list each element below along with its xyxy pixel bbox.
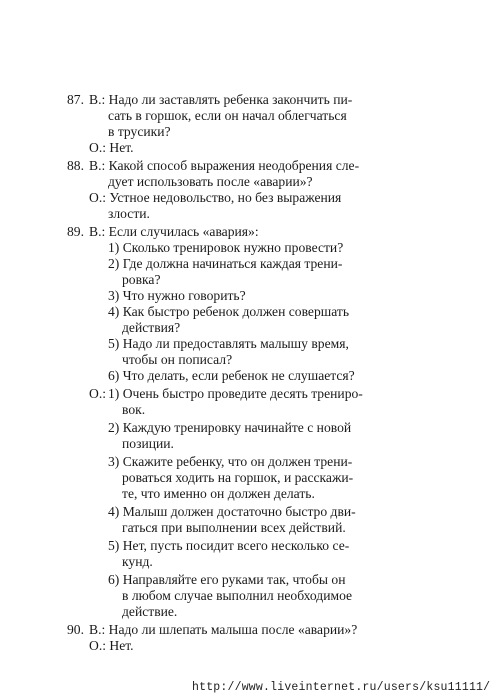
q89-answer-continuation: те, что именно он должен делать. — [122, 486, 315, 501]
q89-item: 1) Сколько тренировок нужно провести? — [108, 240, 344, 255]
q89-number: 89. — [67, 224, 84, 239]
q89-answer-continuation: кунд. — [122, 554, 153, 569]
q89-item-continuation: чтобы он пописал? — [122, 352, 233, 367]
q87-question-line: в трусики? — [108, 124, 171, 139]
q89-answer-continuation: действие. — [122, 604, 178, 619]
q89-answer: 2) Каждую тренировку начинайте с новой — [108, 420, 352, 435]
q89-item-continuation: действия? — [122, 320, 181, 335]
q89-item: 4) Как быстро ребенок должен совершать — [108, 304, 350, 319]
q89-answer: 1) Очень быстро проведите десять трениро- — [108, 386, 363, 401]
q88-question-line: В.: Какой способ выражения неодобрения сле- — [89, 158, 360, 173]
q89-answer-continuation: гаться при выполнении всех действий. — [122, 520, 346, 535]
q89-answer-continuation: позиции. — [122, 436, 174, 451]
q88-number: 88. — [67, 158, 84, 173]
q88-answer-line: злости. — [108, 206, 150, 221]
q90-number: 90. — [67, 622, 84, 637]
q87-number: 87. — [67, 92, 84, 107]
q89-answer-continuation: в любом случае выполнил необходимое — [122, 588, 353, 603]
q88-question-line: дует использовать после «аварии»? — [108, 174, 313, 189]
q89-item: 5) Надо ли предоставлять малышу время, — [108, 336, 349, 351]
q89-answer: 6) Направляйте его руками так, чтобы он — [108, 572, 346, 587]
q90-answer: О.: Нет. — [89, 638, 134, 653]
q89-item-continuation: ровка? — [122, 272, 161, 287]
q89-item: 3) Что нужно говорить? — [108, 288, 246, 303]
q90-question: В.: Надо ли шлепать малыша после «аварии»? — [89, 622, 358, 637]
q88-answer-line: О.: Устное недовольство, но без выражения — [89, 190, 342, 205]
q89-answer: 4) Малыш должен достаточно быстро дви- — [108, 504, 356, 519]
q89-answer-prefix: О.: — [89, 386, 106, 401]
q87-answer: О.: Нет. — [89, 140, 134, 155]
q89-answer: 5) Нет, пусть посидит всего несколько се- — [108, 538, 350, 553]
q89-item: 6) Что делать, если ребенок не слушается? — [108, 368, 355, 383]
q89-answer-continuation: вок. — [122, 402, 146, 417]
q89-answer-continuation: роваться ходить на горшок, и расскажи- — [122, 470, 354, 485]
watermark-url: http://www.liveinternet.ru/users/ksu11111/ — [192, 681, 490, 694]
q87-question-line: В.: Надо ли заставлять ребенка закончить пи- — [89, 92, 353, 107]
q89-answer: 3) Скажите ребенку, что он должен трени- — [108, 454, 353, 469]
q89-question: В.: Если случилась «авария»: — [89, 224, 259, 239]
q87-question-line: сать в горшок, если он начал облегчаться — [108, 108, 347, 123]
q89-item: 2) Где должна начинаться каждая трени- — [108, 256, 343, 271]
